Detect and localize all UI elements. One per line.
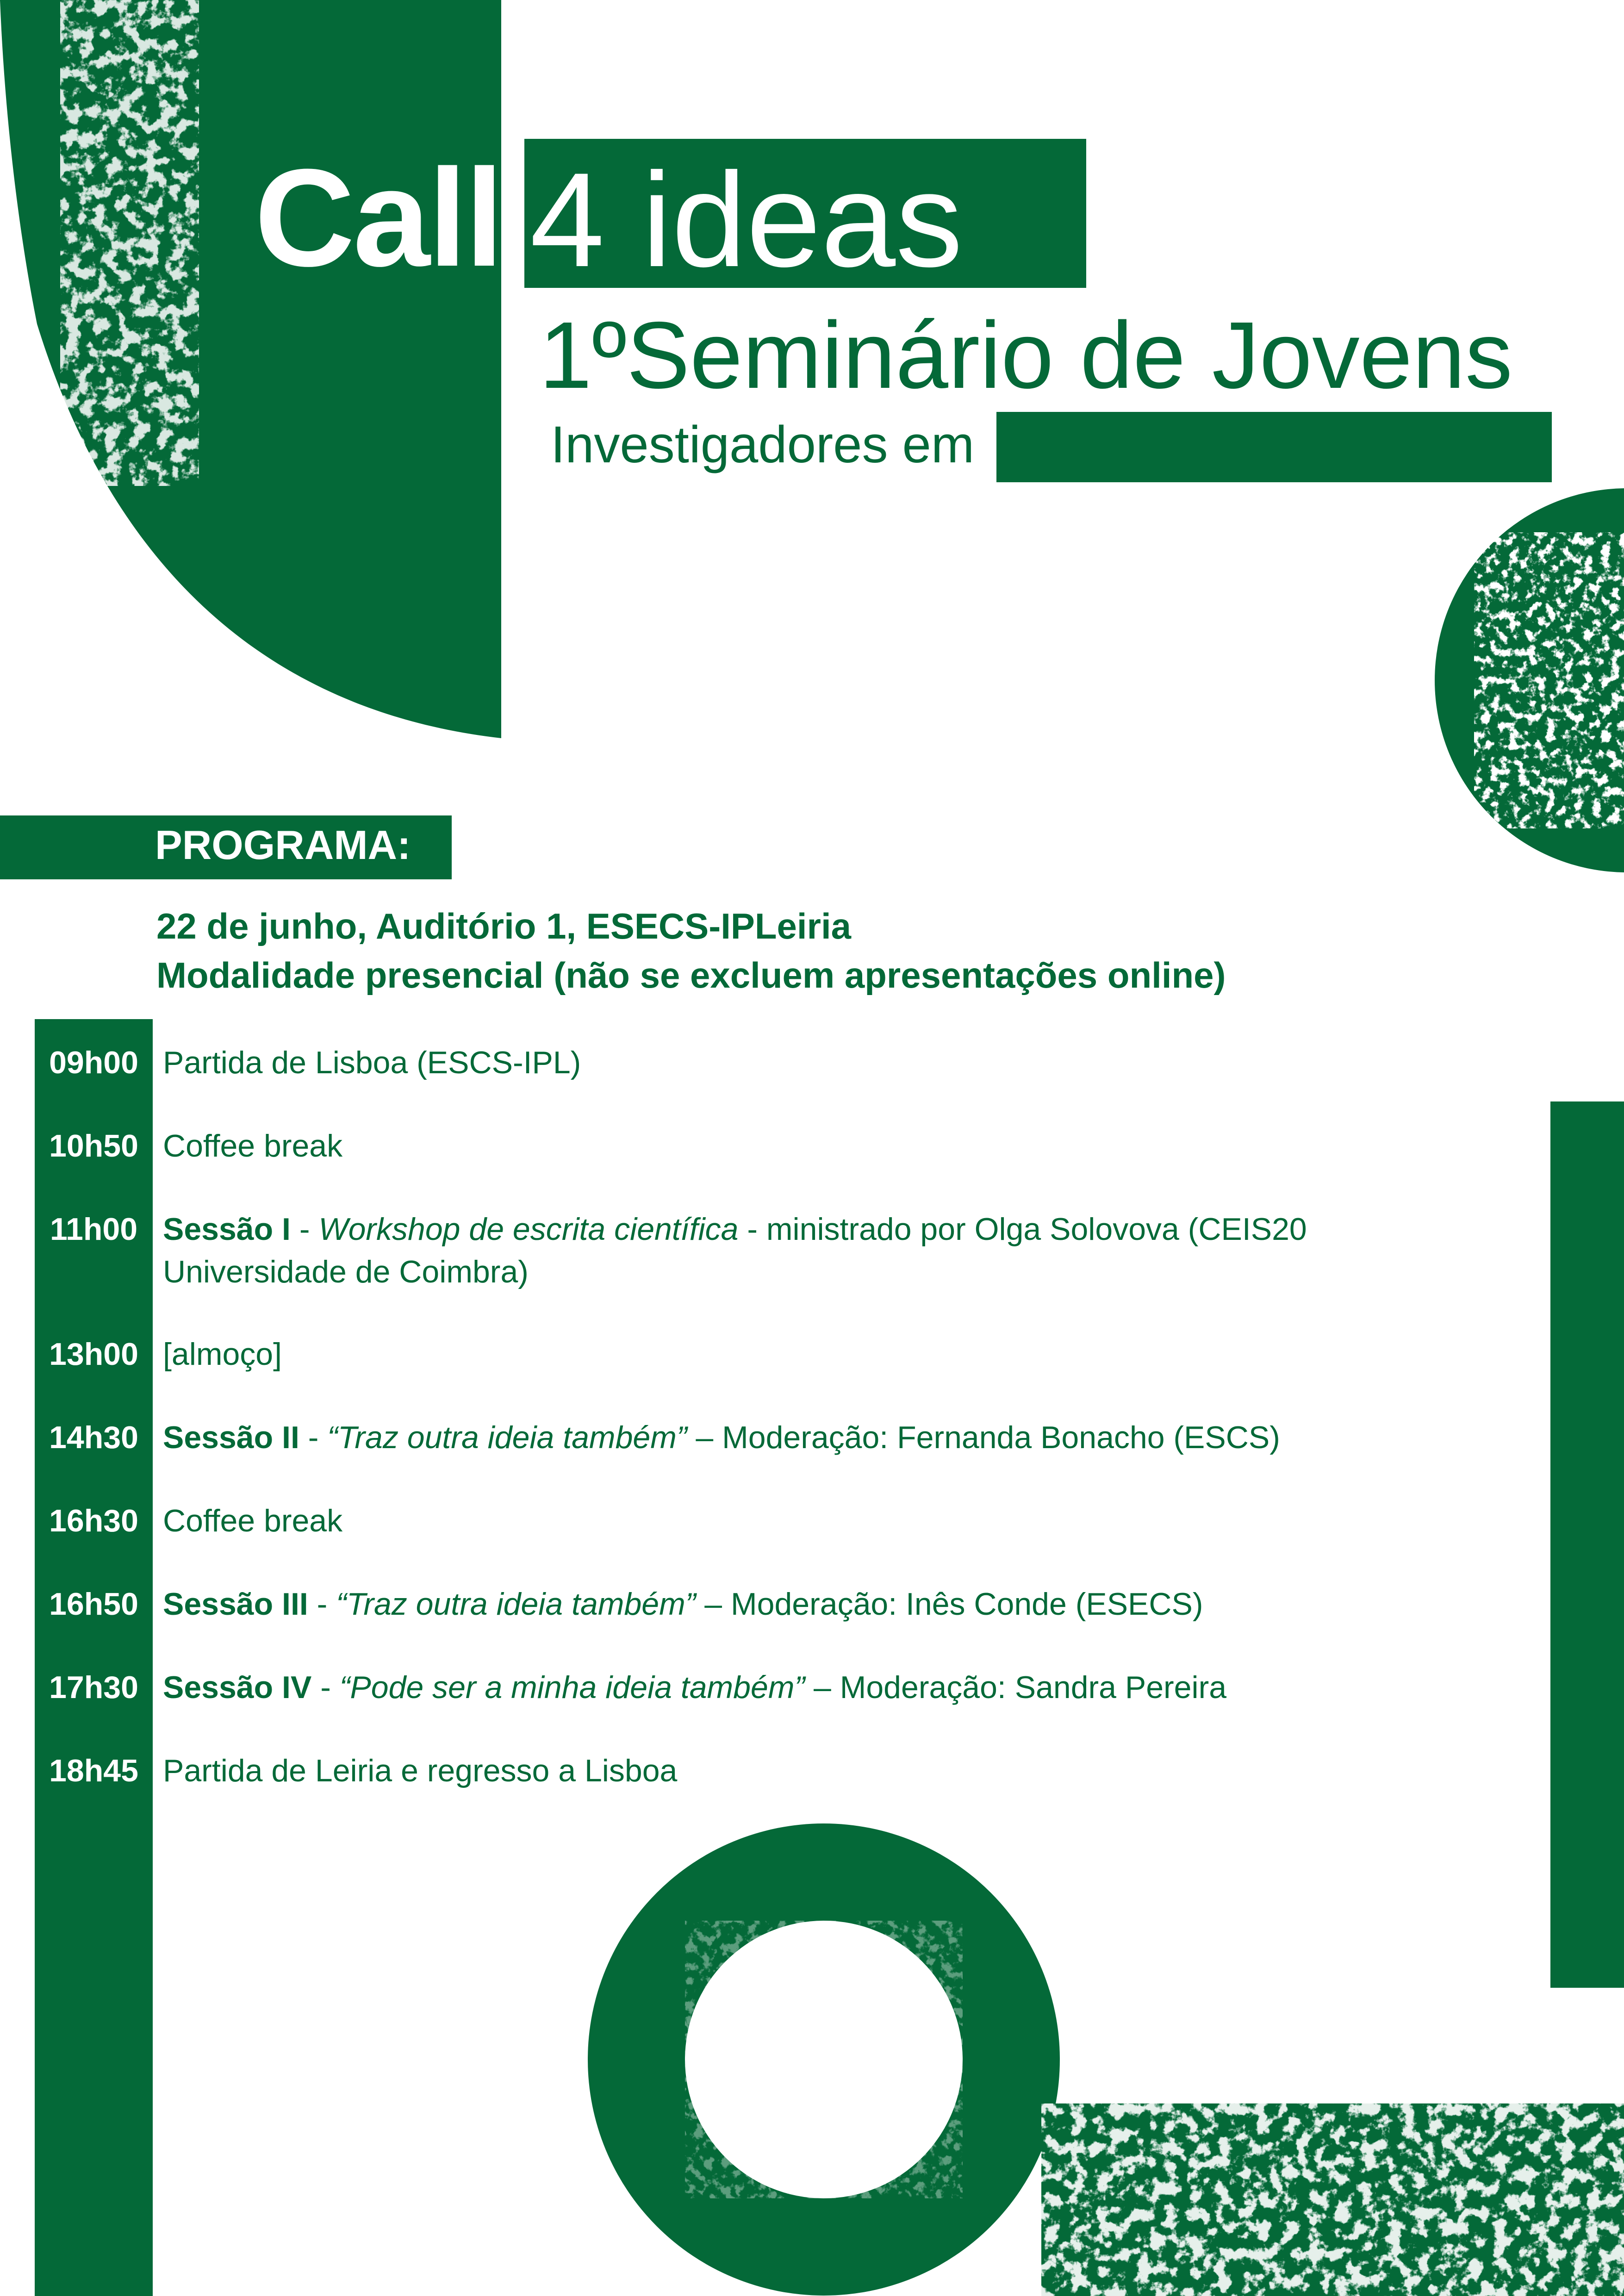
schedule-description: Coffee break [163, 1128, 343, 1164]
seminar-subtitle: Investigadores em [551, 416, 975, 473]
schedule-description: Partida de Lisboa (ESCS-IPL) [163, 1045, 581, 1080]
schedule-time: 16h50 [49, 1587, 138, 1622]
schedule-time: 11h00 [50, 1212, 138, 1247]
session-name: Sessão IV [163, 1670, 312, 1705]
schedule-description: Sessão III - “Traz outra ideia também” – Moderação: Inês Conde (ESECS) [163, 1587, 1203, 1622]
session-name: Sessão I [163, 1212, 291, 1247]
call-title: Call [255, 140, 502, 295]
session-title: “Traz outra ideia também” [336, 1587, 696, 1622]
seminar-title: 1ºSeminário de Jovens [539, 302, 1513, 408]
right-edge-bar [1550, 1101, 1624, 1988]
session-title: “Pode ser a minha ideia também” [339, 1670, 805, 1705]
session-title: “Traz outra ideia também” [327, 1420, 687, 1455]
schedule-time: 09h00 [49, 1045, 138, 1080]
subtitle-highlight-box [996, 412, 1552, 482]
modality: Modalidade presencial (não se excluem apresentações online) [156, 955, 1226, 996]
session-title: Workshop de escrita científica [318, 1212, 739, 1247]
schedule-description: Sessão I - Workshop de escrita científica - ministrado por Olga Solovova (CEIS20 Universidade de Coimbra) [163, 1212, 1307, 1289]
schedule-time: 17h30 [49, 1670, 138, 1705]
schedule-description: Sessão II - “Traz outra ideia também” – Moderação: Fernanda Bonacho (ESCS) [163, 1420, 1280, 1455]
programa-label: PROGRAMA: [155, 822, 411, 868]
schedule-time: 16h30 [49, 1503, 138, 1538]
schedule-description: [almoço] [163, 1337, 282, 1372]
schedule-time: 10h50 [49, 1128, 138, 1164]
schedule-time: 18h45 [49, 1753, 138, 1788]
session-name: Sessão III [163, 1587, 308, 1622]
schedule-time: 13h00 [49, 1337, 138, 1372]
schedule-description: Coffee break [163, 1503, 343, 1538]
date-location: 22 de junho, Auditório 1, ESECS-IPLeiria [156, 906, 852, 946]
schedule-description: Partida de Leiria e regresso a Lisboa [163, 1753, 678, 1788]
schedule-description: Sessão IV - “Pode ser a minha ideia também” – Moderação: Sandra Pereira [163, 1670, 1227, 1705]
event-info [156, 902, 1226, 1000]
schedule-time: 14h30 [49, 1420, 138, 1455]
ideas-title: 4 ideas [530, 145, 963, 295]
session-name: Sessão II [163, 1420, 299, 1455]
